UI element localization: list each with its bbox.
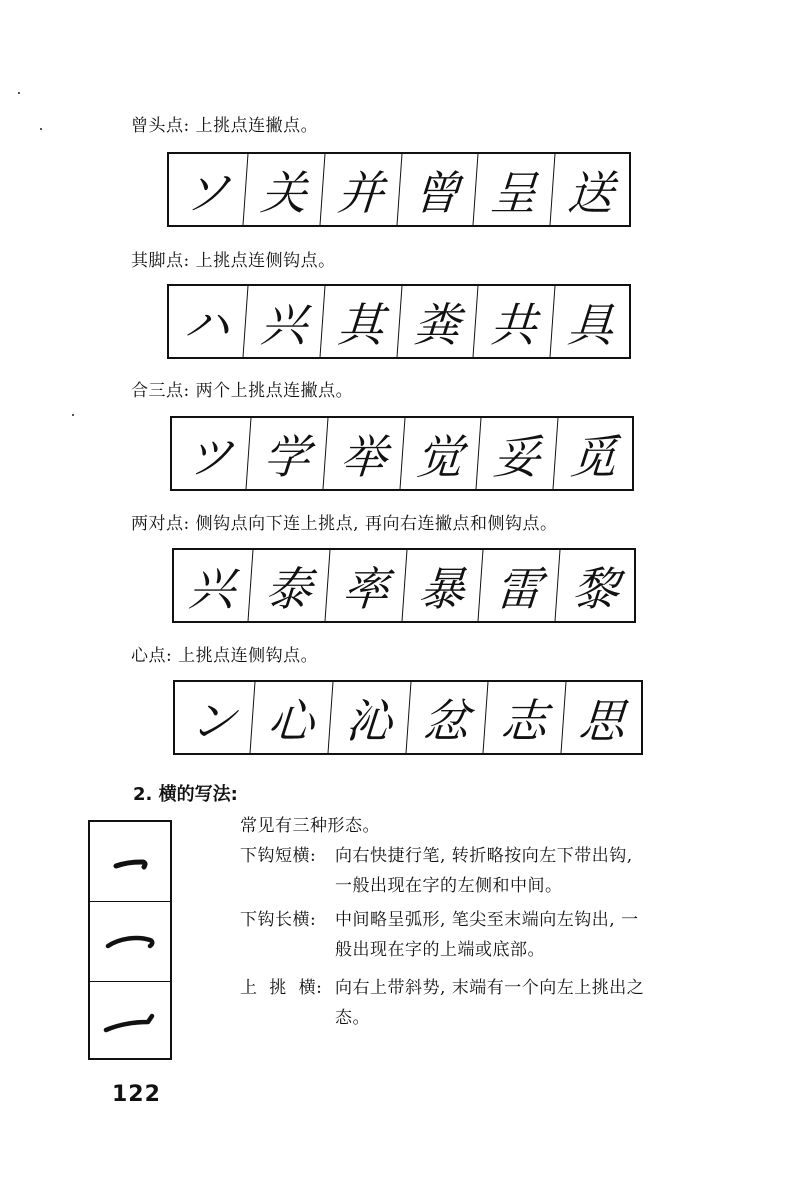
upward-flick-horizontal-stroke-icon [90,982,170,1062]
dot-type-caption: 曾头点: 上挑点连撇点。 [131,116,319,136]
character-cell: 觅 [568,429,619,484]
dot-type-caption: 合三点: 两个上挑点连撇点。 [131,381,354,401]
dot-type-caption: 其脚点: 上挑点连侧钩点。 [131,251,336,271]
dot-type-caption: 心点: 上挑点连侧钩点。 [131,646,319,666]
heng-form-description [240,974,720,1034]
character-cell: 沁 [328,682,411,753]
heng-form-description [240,906,720,966]
heng-intro: 常见有三种形态。 [240,816,380,836]
character-cell: 具 [565,297,616,352]
character-cell: 学 [246,418,328,489]
heng-form-line: 中间略呈弧形, 笔尖至末端向左钩出, 一 [335,910,639,930]
heng-form-line: 般出现在字的上端或底部。 [335,940,545,960]
character-cell: 兴 [243,286,325,357]
character-grid-row [167,152,631,227]
scan-speck [40,128,42,130]
character-cell: 并 [320,154,402,225]
heng-form-line: 向右上带斜势, 末端有一个向左上挑出之 [335,978,645,998]
heng-form-line: 一般出现在字的左侧和中间。 [335,876,563,896]
character-cell: 思 [577,693,628,748]
character-cell: ソ [167,154,249,225]
character-cell: 黎 [570,561,621,616]
character-cell: 兴 [172,550,254,621]
character-cell: 志 [484,682,567,753]
character-cell: ハ [167,286,249,357]
section-heading: 2. 横的写法: [133,784,238,805]
heng-form-term: 下钩长横: [240,910,317,930]
page-number: 122 [112,1082,161,1107]
stroke-example-column [88,820,172,1060]
character-cell: 率 [325,550,407,621]
heng-form-line: 态。 [335,1008,370,1028]
character-grid-row [167,284,631,359]
scan-speck [18,92,20,94]
character-cell: 忿 [406,682,489,753]
character-cell: 妥 [477,418,559,489]
character-cell: 心 [250,682,333,753]
heng-form-line: 向右快捷行笔, 转折略按向左下带出钩, [335,846,633,866]
long-hook-horizontal-stroke-icon [90,902,170,982]
character-cell: 觉 [400,418,482,489]
character-grid-row [172,548,636,623]
character-cell: ツ [170,418,252,489]
character-cell: 呈 [474,154,556,225]
character-cell: 其 [320,286,402,357]
character-grid-row [170,416,634,491]
character-cell: 送 [565,165,616,220]
character-cell: 关 [243,154,325,225]
short-hook-horizontal-stroke-icon [90,822,170,902]
character-cell: 举 [323,418,405,489]
character-cell: 曾 [397,154,479,225]
heng-form-term: 下钩短横: [240,846,317,866]
character-cell: 共 [474,286,556,357]
character-cell: 暴 [402,550,484,621]
scan-speck [72,414,74,416]
character-grid-row [173,680,643,755]
heng-form-description [240,842,720,902]
character-cell: ン [173,682,256,753]
heng-form-term: 上 挑 横: [240,978,323,998]
character-cell: 泰 [248,550,330,621]
character-cell: 粪 [397,286,479,357]
dot-type-caption: 两对点: 侧钩点向下连上挑点, 再向右连撇点和侧钩点。 [131,514,558,534]
character-cell: 雷 [479,550,561,621]
